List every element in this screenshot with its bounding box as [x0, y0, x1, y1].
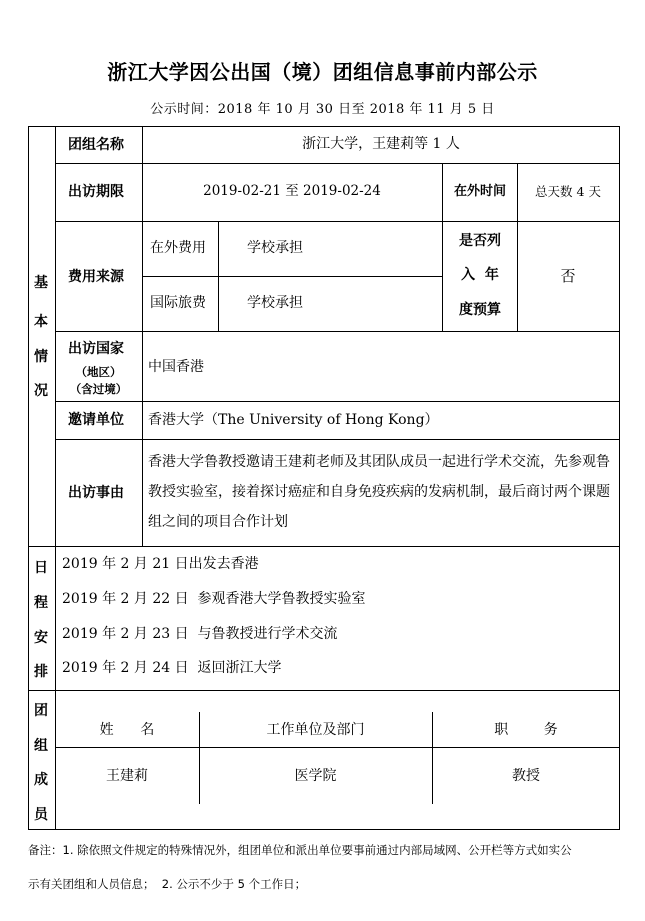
budget-label-line-2: 入 年 — [461, 267, 499, 283]
schedule-item: 2019 年 2 月 23 日 与鲁教授进行学术交流 — [62, 626, 338, 642]
budget-value: 否 — [560, 267, 576, 285]
reason-value: 香港大学鲁教授邀请王建莉老师及其团队成员一起进行学术交流，先参观鲁教授实验室，接着探讨癌症和自身免疫疾病的发病机制，最后商讨两个课题组之间的项目合作计划 — [148, 454, 610, 530]
group-name-value: 浙江大学，王建莉等 1 人 — [302, 136, 460, 152]
schedule-item: 2019 年 2 月 24 日 返回浙江大学 — [62, 660, 282, 676]
section-char-schedule-4: 排 — [34, 664, 48, 680]
inviter-value: 香港大学（The University of Hong Kong） — [148, 412, 439, 428]
budget-label-line-1: 是否列 — [459, 233, 501, 249]
note-line-2: 示有关团组和人员信息； 2. 公示不少于 5 个工作日； — [28, 877, 307, 891]
funding-abroad-label: 在外费用 — [150, 240, 206, 256]
members-header-name: 姓 名 — [99, 722, 155, 738]
reason-label: 出访事由 — [68, 485, 124, 501]
visit-period-label: 出访期限 — [68, 184, 124, 200]
country-value: 中国香港 — [148, 359, 204, 375]
section-char-members-1: 团 — [34, 703, 48, 719]
funding-travel-label: 国际旅费 — [150, 295, 206, 311]
budget-label-line-3: 度预算 — [459, 302, 501, 318]
section-char-members-4: 员 — [34, 807, 48, 823]
section-char-basic-3: 情 — [34, 349, 48, 365]
abroad-time-label: 在外时间 — [453, 184, 506, 199]
page-title: 浙江大学因公出国（境）团组信息事前内部公示 — [107, 60, 538, 84]
visit-period-value: 2019-02-21 至 2019-02-24 — [203, 183, 381, 199]
schedule-item: 2019 年 2 月 22 日 参观香港大学鲁教授实验室 — [62, 591, 366, 607]
section-char-members-3: 成 — [34, 772, 48, 788]
section-char-schedule-2: 程 — [34, 595, 48, 611]
schedule-item: 2019 年 2 月 21 日出发去香港 — [62, 556, 259, 572]
member-unit: 医学院 — [294, 768, 337, 784]
abroad-time-value: 总天数 4 天 — [535, 184, 601, 199]
member-name: 王建莉 — [106, 768, 148, 784]
funding-travel-value: 学校承担 — [247, 295, 303, 311]
members-header-unit: 工作单位及部门 — [266, 722, 365, 738]
country-sub-region: （地区） — [75, 365, 122, 379]
inviter-label: 邀请单位 — [68, 412, 124, 428]
section-char-basic-2: 本 — [34, 314, 48, 330]
section-char-basic-4: 况 — [34, 383, 48, 399]
section-char-members-2: 组 — [34, 738, 48, 754]
member-title: 教授 — [512, 768, 540, 784]
members-header-title: 职 务 — [494, 722, 558, 738]
section-char-basic-1: 基 — [34, 275, 48, 291]
section-char-schedule-1: 日 — [34, 560, 48, 576]
country-label: 出访国家 — [68, 341, 124, 357]
country-sub-transit: （含过境） — [69, 382, 128, 396]
group-name-label: 团组名称 — [68, 137, 124, 153]
funding-label: 费用来源 — [68, 269, 124, 285]
funding-abroad-value: 学校承担 — [247, 240, 303, 256]
note-line-1: 备注：1. 除依照文件规定的特殊情况外，组团单位和派出单位要事前通过内部局域网、公开栏等方式如实公 — [28, 843, 572, 857]
publicity-period: 公示时间：2018 年 10 月 30 日至 2018 年 11 月 5 日 — [150, 102, 495, 117]
section-char-schedule-3: 安 — [34, 630, 48, 646]
